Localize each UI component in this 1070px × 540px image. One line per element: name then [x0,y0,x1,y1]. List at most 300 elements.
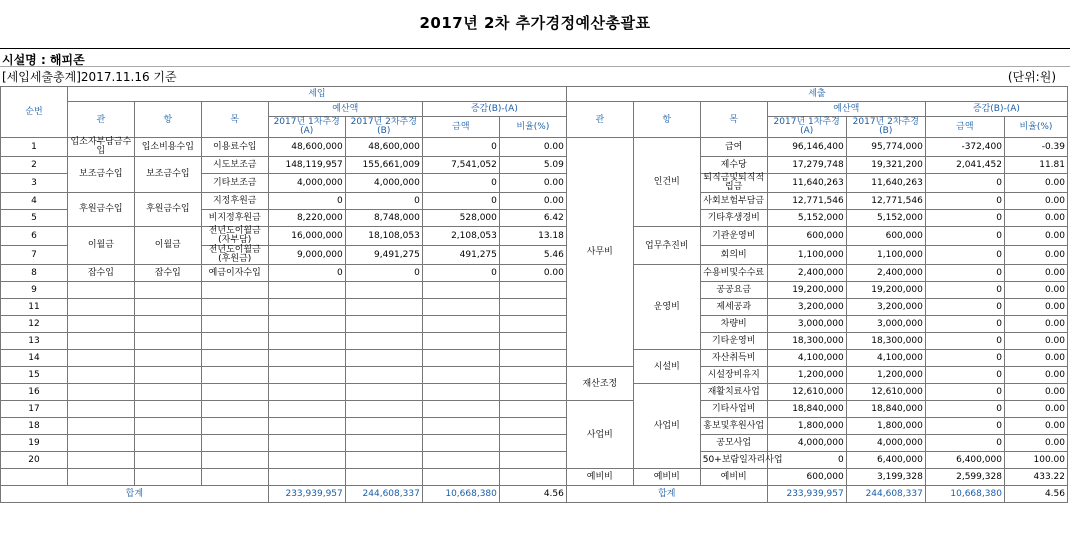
total-expense-b: 244,608,337 [846,486,925,503]
revenue-hang: 보조금수입 [134,157,201,193]
revenue-budget-b: 9,491,275 [345,246,422,265]
expense-mok: 기관운영비 [700,227,767,246]
expense-budget-a: 5,152,000 [767,210,846,227]
header-ratio: 비율(%) [499,117,566,138]
expense-change-ratio: 0.00 [1004,193,1067,210]
header-revenue: 세입 [67,87,566,102]
expense-change-amount: 0 [925,316,1004,333]
revenue-change-ratio [499,452,566,469]
revenue-budget-b [345,418,422,435]
expense-budget-b: 600,000 [846,227,925,246]
row-seq [1,469,68,486]
revenue-change-ratio: 0.00 [499,138,566,157]
table-row [1,138,1068,157]
revenue-hang [134,452,201,469]
expense-change-amount: 0 [925,265,1004,282]
revenue-budget-a [268,367,345,384]
total-expense-ratio: 4.56 [1004,486,1067,503]
expense-mok: 사회보험부담금 [700,193,767,210]
header-change: 증감(B)-(A) [925,102,1067,117]
table-row [1,299,1068,316]
expense-budget-b: 4,000,000 [846,435,925,452]
expense-budget-b: 11,640,263 [846,174,925,193]
revenue-change-amount: 0 [422,265,499,282]
expense-mok: 급여 [700,138,767,157]
expense-budget-a: 18,840,000 [767,401,846,418]
expense-budget-a: 2,400,000 [767,265,846,282]
revenue-change-amount [422,299,499,316]
header-mok: 목 [700,102,767,138]
expense-budget-b: 95,774,000 [846,138,925,157]
revenue-budget-a [268,316,345,333]
header-budget: 예산액 [767,102,925,117]
table-row [1,367,1068,384]
expense-change-ratio: -0.39 [1004,138,1067,157]
expense-budget-b: 18,840,000 [846,401,925,418]
header-budget: 예산액 [268,102,422,117]
revenue-hang [134,282,201,299]
revenue-mok [201,418,268,435]
revenue-budget-b [345,435,422,452]
expense-mok: 기타운영비 [700,333,767,350]
total-revenue-b: 244,608,337 [345,486,422,503]
table-row [1,418,1068,435]
revenue-change-ratio [499,435,566,452]
expense-change-amount: 0 [925,299,1004,316]
revenue-gwan [67,299,134,316]
expense-change-ratio: 0.00 [1004,333,1067,350]
revenue-hang: 이월금 [134,227,201,265]
expense-budget-a: 12,610,000 [767,384,846,401]
row-seq: 17 [1,401,68,418]
expense-budget-b: 3,000,000 [846,316,925,333]
revenue-gwan [67,282,134,299]
expense-mok: 홍보및후원사업 [700,418,767,435]
revenue-mok [201,350,268,367]
revenue-budget-b [345,333,422,350]
header-amount: 금액 [925,117,1004,138]
expense-budget-b: 3,199,328 [846,469,925,486]
expense-change-amount: 0 [925,246,1004,265]
revenue-mok: 전년도이월금(자부담) [201,227,268,246]
row-seq: 4 [1,193,68,210]
header-gwan: 관 [566,102,633,138]
expense-change-ratio: 0.00 [1004,265,1067,282]
expense-budget-b: 19,321,200 [846,157,925,174]
row-seq: 16 [1,384,68,401]
revenue-budget-a [268,418,345,435]
revenue-gwan: 입소자부담금수입 [67,138,134,157]
expense-budget-a: 4,100,000 [767,350,846,367]
revenue-budget-a: 48,600,000 [268,138,345,157]
expense-change-ratio: 0.00 [1004,418,1067,435]
row-seq: 9 [1,282,68,299]
row-seq: 20 [1,452,68,469]
revenue-budget-b: 4,000,000 [345,174,422,193]
expense-change-amount: 0 [925,210,1004,227]
expense-budget-b: 19,200,000 [846,282,925,299]
total-expense-a: 233,939,957 [767,486,846,503]
revenue-hang [134,316,201,333]
revenue-change-amount [422,282,499,299]
table-row [1,469,1068,486]
expense-change-ratio: 0.00 [1004,401,1067,418]
revenue-mok [201,469,268,486]
revenue-hang: 후원금수입 [134,193,201,227]
expense-change-ratio: 0.00 [1004,384,1067,401]
revenue-mok: 시도보조금 [201,157,268,174]
total-label: 합계 [566,486,767,503]
revenue-change-amount: 0 [422,193,499,210]
revenue-mok: 이용료수입 [201,138,268,157]
expense-change-amount: 0 [925,384,1004,401]
revenue-budget-b: 18,108,053 [345,227,422,246]
expense-change-amount: 0 [925,435,1004,452]
expense-budget-b: 4,100,000 [846,350,925,367]
expense-budget-a: 96,146,400 [767,138,846,157]
expense-mok: 회의비 [700,246,767,265]
revenue-mok: 비지정후원금 [201,210,268,227]
revenue-budget-a: 4,000,000 [268,174,345,193]
expense-mok: 제수당 [700,157,767,174]
expense-budget-a: 12,771,546 [767,193,846,210]
table-row [1,435,1068,452]
revenue-budget-a [268,282,345,299]
expense-gwan: 사업비 [566,401,633,469]
expense-change-ratio: 0.00 [1004,227,1067,246]
revenue-change-amount: 0 [422,138,499,157]
expense-change-amount: 2,041,452 [925,157,1004,174]
expense-budget-a: 3,200,000 [767,299,846,316]
row-seq: 13 [1,333,68,350]
expense-gwan: 예비비 [566,469,633,486]
expense-budget-a: 11,640,263 [767,174,846,193]
expense-hang: 사업비 [633,384,700,469]
expense-change-ratio: 0.00 [1004,350,1067,367]
facility-name: 시설명 : 해피존 [2,53,85,67]
revenue-mok [201,316,268,333]
expense-mok: 퇴직금및퇴직적립금 [700,174,767,193]
revenue-hang [134,401,201,418]
row-seq: 14 [1,350,68,367]
revenue-gwan [67,469,134,486]
revenue-hang: 잡수입 [134,265,201,282]
revenue-change-amount [422,418,499,435]
revenue-change-amount [422,452,499,469]
table-row [1,452,1068,469]
revenue-mok [201,384,268,401]
revenue-mok: 전년도이월금(후원금) [201,246,268,265]
expense-mok: 시설장비유지 [700,367,767,384]
expense-change-amount: 0 [925,174,1004,193]
table-row [1,157,1068,174]
row-seq: 15 [1,367,68,384]
expense-mok: 공공요금 [700,282,767,299]
expense-budget-b: 2,400,000 [846,265,925,282]
expense-mok: 자산취득비 [700,350,767,367]
expense-budget-a: 1,100,000 [767,246,846,265]
revenue-change-ratio: 13.18 [499,227,566,246]
row-seq: 7 [1,246,68,265]
revenue-hang [134,299,201,316]
expense-change-ratio: 100.00 [1004,452,1067,469]
revenue-change-ratio [499,316,566,333]
revenue-budget-b: 48,600,000 [345,138,422,157]
expense-change-amount: 0 [925,333,1004,350]
header-expense: 세출 [566,87,1067,102]
table-row [1,384,1068,401]
revenue-change-ratio [499,401,566,418]
revenue-budget-a [268,299,345,316]
revenue-hang [134,350,201,367]
table-row [1,316,1068,333]
header-change: 증감(B)-(A) [422,102,566,117]
revenue-change-ratio: 0.00 [499,193,566,210]
table-row [1,333,1068,350]
divider [0,48,1070,49]
revenue-change-ratio [499,469,566,486]
expense-mok: 예비비 [700,469,767,486]
row-seq: 8 [1,265,68,282]
expense-mok: 기타후생경비 [700,210,767,227]
expense-change-ratio: 433.22 [1004,469,1067,486]
revenue-hang [134,367,201,384]
table-row [1,227,1068,246]
header-hang: 항 [134,102,201,138]
revenue-budget-b [345,384,422,401]
revenue-gwan [67,367,134,384]
row-seq: 11 [1,299,68,316]
revenue-change-ratio [499,299,566,316]
expense-change-ratio: 0.00 [1004,435,1067,452]
revenue-change-ratio [499,367,566,384]
revenue-budget-a: 8,220,000 [268,210,345,227]
expense-budget-a: 3,000,000 [767,316,846,333]
expense-budget-b: 18,300,000 [846,333,925,350]
expense-hang: 시설비 [633,350,700,384]
revenue-mok [201,435,268,452]
expense-change-ratio: 11.81 [1004,157,1067,174]
revenue-budget-b [345,316,422,333]
expense-budget-a: 600,000 [767,469,846,486]
revenue-gwan [67,401,134,418]
unit-label: (단위:원) [1007,70,1056,84]
header-hang: 항 [633,102,700,138]
row-seq: 18 [1,418,68,435]
table-row [1,350,1068,367]
revenue-change-amount [422,316,499,333]
revenue-change-amount: 7,541,052 [422,157,499,174]
revenue-change-amount [422,401,499,418]
expense-hang: 예비비 [633,469,700,486]
expense-change-ratio: 0.00 [1004,299,1067,316]
revenue-mok: 지정후원금 [201,193,268,210]
expense-mok: 50+보람일자리사업 [700,452,767,469]
revenue-change-ratio [499,418,566,435]
revenue-gwan: 이월금 [67,227,134,265]
expense-mok: 제세공과 [700,299,767,316]
row-seq: 6 [1,227,68,246]
expense-gwan: 사무비 [566,138,633,367]
revenue-hang [134,384,201,401]
revenue-budget-a [268,350,345,367]
table-row [1,265,1068,282]
expense-mok: 재활치료사업 [700,384,767,401]
expense-change-ratio: 0.00 [1004,210,1067,227]
revenue-hang [134,435,201,452]
revenue-gwan [67,350,134,367]
header-ratio: 비율(%) [1004,117,1067,138]
revenue-change-amount: 0 [422,174,499,193]
expense-budget-a: 0 [767,452,846,469]
expense-change-ratio: 0.00 [1004,246,1067,265]
revenue-change-ratio [499,282,566,299]
revenue-budget-a [268,401,345,418]
expense-budget-a: 1,800,000 [767,418,846,435]
revenue-budget-b: 0 [345,193,422,210]
row-seq: 5 [1,210,68,227]
revenue-mok: 기타보조금 [201,174,268,193]
expense-budget-b: 1,200,000 [846,367,925,384]
revenue-budget-b [345,299,422,316]
revenue-hang: 입소비용수입 [134,138,201,157]
row-seq: 12 [1,316,68,333]
revenue-gwan [67,418,134,435]
revenue-gwan [67,384,134,401]
expense-mok: 수용비및수수료 [700,265,767,282]
revenue-budget-b: 155,661,009 [345,157,422,174]
revenue-budget-a [268,452,345,469]
expense-change-amount: 2,599,328 [925,469,1004,486]
revenue-change-amount [422,350,499,367]
total-row [1,486,1068,503]
revenue-change-amount [422,435,499,452]
revenue-change-ratio [499,384,566,401]
revenue-change-ratio: 5.09 [499,157,566,174]
revenue-hang [134,469,201,486]
expense-budget-b: 12,771,546 [846,193,925,210]
expense-budget-a: 4,000,000 [767,435,846,452]
row-seq: 19 [1,435,68,452]
revenue-gwan [67,452,134,469]
expense-change-amount: -372,400 [925,138,1004,157]
revenue-budget-a: 9,000,000 [268,246,345,265]
table-row [1,401,1068,418]
expense-budget-b: 12,610,000 [846,384,925,401]
revenue-change-amount [422,469,499,486]
revenue-budget-b [345,401,422,418]
revenue-gwan: 잡수입 [67,265,134,282]
page-title: 2017년 2차 추가경정예산총괄표 [419,14,651,32]
expense-budget-b: 1,100,000 [846,246,925,265]
expense-change-amount: 0 [925,193,1004,210]
expense-change-amount: 0 [925,282,1004,299]
revenue-gwan [67,435,134,452]
expense-budget-a: 17,279,748 [767,157,846,174]
revenue-gwan: 후원금수입 [67,193,134,227]
revenue-change-ratio: 5.46 [499,246,566,265]
expense-change-ratio: 0.00 [1004,282,1067,299]
expense-change-ratio: 0.00 [1004,316,1067,333]
revenue-mok [201,401,268,418]
expense-change-amount: 0 [925,227,1004,246]
header-mok: 목 [201,102,268,138]
expense-change-amount: 0 [925,418,1004,435]
row-seq: 1 [1,138,68,157]
total-expense-amount: 10,668,380 [925,486,1004,503]
expense-change-amount: 0 [925,350,1004,367]
revenue-change-amount [422,384,499,401]
revenue-change-amount [422,333,499,350]
header-second: 2017년 2차추경(B) [345,117,422,138]
revenue-budget-a [268,435,345,452]
expense-budget-a: 18,300,000 [767,333,846,350]
header-amount: 금액 [422,117,499,138]
row-seq: 2 [1,157,68,174]
revenue-budget-b [345,469,422,486]
revenue-budget-a [268,469,345,486]
expense-change-amount: 0 [925,401,1004,418]
revenue-mok [201,282,268,299]
revenue-budget-b [345,350,422,367]
revenue-budget-a: 16,000,000 [268,227,345,246]
expense-change-amount: 6,400,000 [925,452,1004,469]
revenue-change-ratio: 0.00 [499,265,566,282]
expense-change-amount: 0 [925,367,1004,384]
revenue-gwan [67,333,134,350]
revenue-budget-b: 0 [345,265,422,282]
basis-date: [세입세출총계]2017.11.16 기준 [2,70,177,84]
header-row [1,87,1068,102]
total-label: 합계 [1,486,269,503]
expense-hang: 인건비 [633,138,700,227]
revenue-hang [134,333,201,350]
revenue-mok [201,452,268,469]
header-second: 2017년 2차추경(B) [846,117,925,138]
header-first: 2017년 1차추경(A) [767,117,846,138]
total-revenue-ratio: 4.56 [499,486,566,503]
revenue-budget-a: 0 [268,265,345,282]
revenue-change-ratio [499,333,566,350]
revenue-gwan: 보조금수입 [67,157,134,193]
revenue-budget-a [268,333,345,350]
expense-hang: 운영비 [633,265,700,350]
revenue-budget-b [345,282,422,299]
revenue-budget-b [345,452,422,469]
row-seq: 3 [1,174,68,193]
expense-mok: 기타사업비 [700,401,767,418]
header-gwan: 관 [67,102,134,138]
revenue-change-ratio: 0.00 [499,174,566,193]
revenue-change-amount: 528,000 [422,210,499,227]
expense-change-ratio: 0.00 [1004,174,1067,193]
total-revenue-amount: 10,668,380 [422,486,499,503]
expense-budget-b: 6,400,000 [846,452,925,469]
revenue-change-amount: 491,275 [422,246,499,265]
expense-hang: 업무추진비 [633,227,700,265]
expense-budget-a: 19,200,000 [767,282,846,299]
revenue-mok [201,333,268,350]
revenue-mok [201,299,268,316]
revenue-change-ratio: 6.42 [499,210,566,227]
expense-budget-a: 1,200,000 [767,367,846,384]
revenue-mok [201,367,268,384]
revenue-change-amount: 2,108,053 [422,227,499,246]
expense-gwan: 재산조정 [566,367,633,401]
revenue-hang [134,418,201,435]
revenue-budget-a: 0 [268,193,345,210]
expense-budget-b: 3,200,000 [846,299,925,316]
